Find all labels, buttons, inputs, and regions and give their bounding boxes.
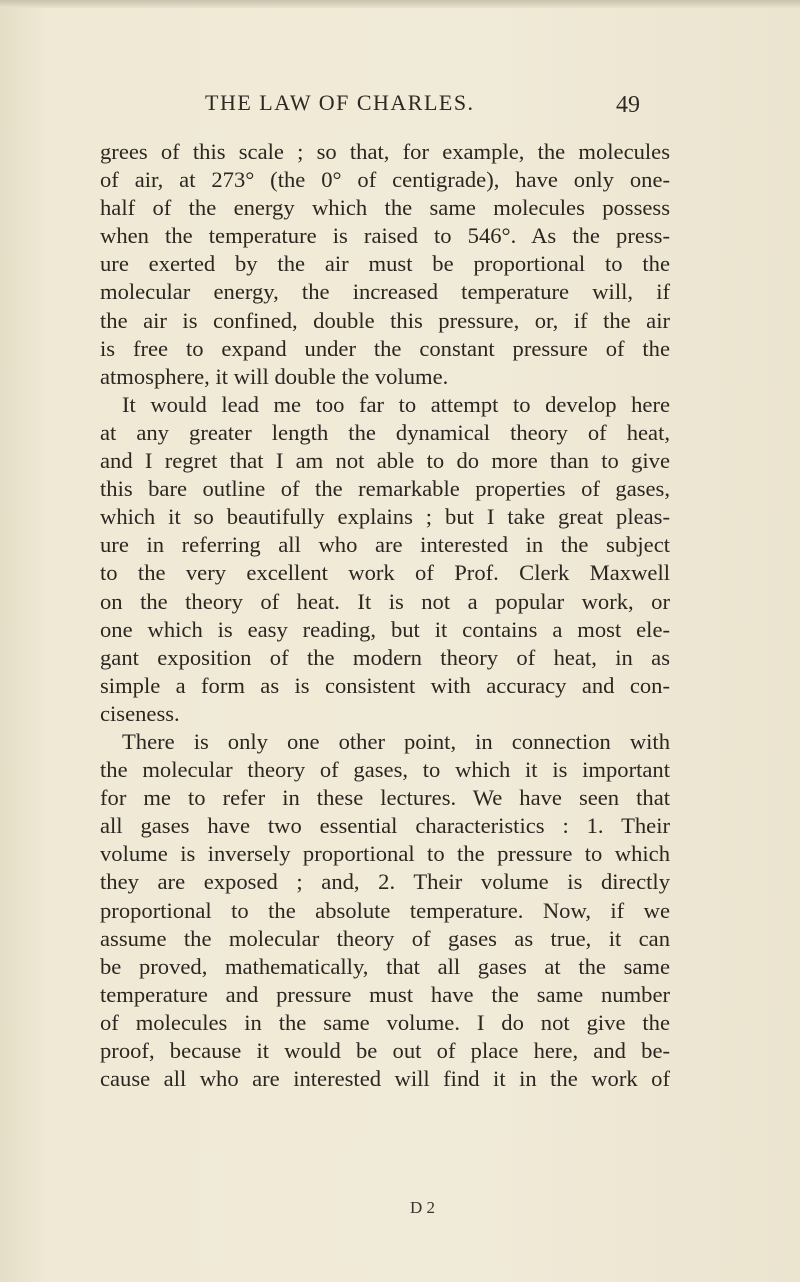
text-line: the air is confined, double this pressure, or, if the air: [100, 307, 670, 333]
text-line: all gases have two essential characteristics : 1. Their: [100, 813, 670, 839]
text-line: proportional to the absolute temperature. Now, if we: [100, 897, 670, 923]
text-line: at any greater length the dynamical theory of heat,: [100, 419, 670, 445]
text-line: cause all who are interested will find it in the work of: [100, 1066, 670, 1092]
text-line: proof, because it would be out of place here, and be-: [100, 1038, 670, 1063]
text-line: one which is easy reading, but it contains a most ele-: [100, 616, 670, 642]
text-line: volume is inversely proportional to the pressure to which: [100, 841, 670, 867]
signature-mark: D 2: [410, 1198, 436, 1217]
text-line: they are exposed ; and, 2. Their volume is directly: [100, 869, 670, 895]
text-line: to the very excellent work of Prof. Clerk Maxwell: [100, 560, 670, 586]
text-line: of air, at 273° (the 0° of centigrade), have only one-: [100, 167, 670, 193]
text-line: half of the energy which the same molecules possess: [100, 195, 670, 221]
page-number: 49: [616, 92, 640, 118]
text-line: ure in referring all who are interested in the subject: [100, 532, 670, 558]
text-line: on the theory of heat. It is not a popular work, or: [100, 588, 670, 614]
text-line: assume the molecular theory of gases as true, it can: [100, 925, 670, 951]
text-line: ciseness.: [100, 700, 180, 726]
text-line: ure exerted by the air must be proportional to the: [100, 251, 670, 277]
text-line: It would lead me too far to attempt to develop here: [122, 391, 670, 417]
running-title: THE LAW OF CHARLES.: [205, 90, 475, 115]
text-line: for me to refer in these lectures. We have seen that: [100, 785, 670, 811]
body-text: [100, 138, 670, 1093]
running-head: [0, 90, 800, 120]
text-line: this bare outline of the remarkable properties of gases,: [100, 476, 670, 502]
text-line: temperature and pressure must have the same number: [100, 981, 670, 1007]
page-top-edge: [0, 0, 800, 8]
text-line: the molecular theory of gases, to which it is important: [100, 757, 670, 783]
text-line: of molecules in the same volume. I do not give the: [100, 1009, 670, 1035]
text-line: atmosphere, it will double the volume.: [100, 363, 449, 389]
text-line: which it so beautifully explains ; but I take great pleas-: [100, 504, 670, 530]
text-line: There is only one other point, in connection with: [122, 728, 670, 754]
text-line: grees of this scale ; so that, for example, the molecules: [100, 139, 670, 164]
text-line: is free to expand under the constant pressure of the: [100, 335, 670, 361]
text-line: when the temperature is raised to 546°. As the press-: [100, 223, 670, 249]
text-line: simple a form as is consistent with accuracy and con-: [100, 672, 670, 698]
text-line: and I regret that I am not able to do more than to give: [100, 448, 670, 474]
text-line: be proved, mathematically, that all gases at the same: [100, 953, 670, 979]
text-line: molecular energy, the increased temperature will, if: [100, 279, 670, 305]
text-line: gant exposition of the modern theory of heat, in as: [100, 644, 670, 670]
